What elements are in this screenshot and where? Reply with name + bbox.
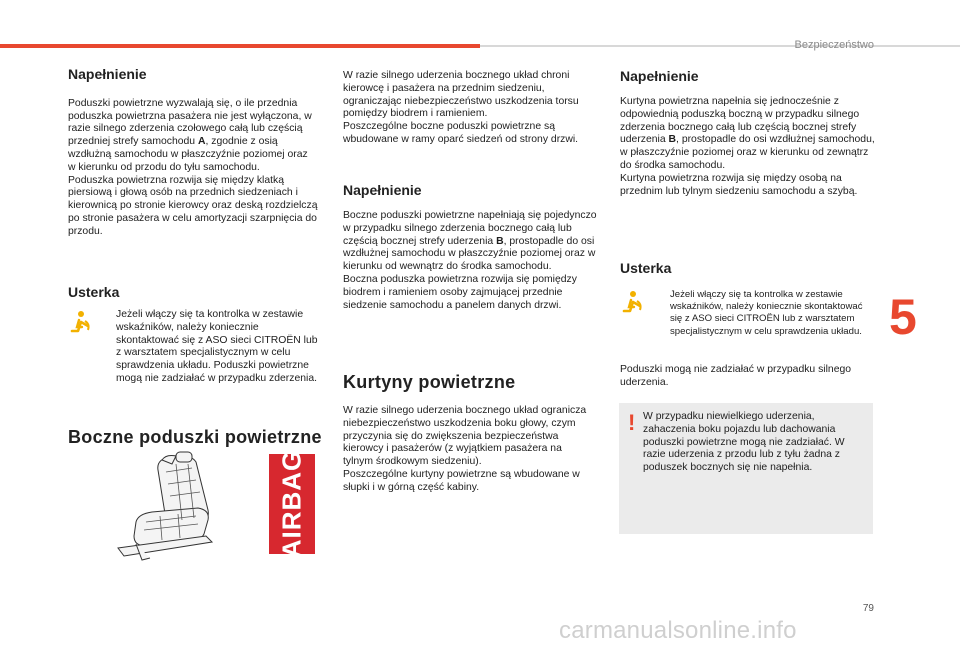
header-accent-bar bbox=[0, 44, 480, 48]
heading-usterka: Usterka bbox=[620, 260, 672, 276]
paragraph: Kurtyna powietrzna rozwija się między osobą na przednim lub tylnym siedzeniu samochodu a szybą. bbox=[620, 172, 858, 197]
heading-boczne: Boczne poduszki powietrzne bbox=[68, 427, 322, 447]
heading-napelnienie: Napełnienie bbox=[68, 66, 147, 82]
heading-napelnienie: Napełnienie bbox=[343, 182, 422, 198]
info-box-text bbox=[643, 411, 865, 475]
exclamation-icon: ! bbox=[628, 410, 636, 435]
warning-row bbox=[68, 309, 320, 386]
middle-column bbox=[343, 70, 601, 147]
airbag-warning-icon bbox=[68, 309, 98, 335]
paragraph: W razie silnego uderzenia bocznego układ ogranicza niebezpieczeństwo uszkodzenia boku głowy, czym przyczynia się do zwiększenia bezpieczeństwa kierowcy i pasażerów (z wyjątkiem pasażera na tylnym środkowym siedzeniu). bbox=[343, 405, 587, 468]
paragraph: Poduszka powietrzna rozwija się między klatką piersiową i głową osób na przednich siedzeniach i kierownicą po stronie kierowcy oraz deską rozdzielczą po stronie pasażera w celu amortyzacji szarpnięcia do przodu. bbox=[68, 174, 318, 237]
warning-text: Jeżeli włączy się ta kontrolka w zestawie wskaźników, należy koniecznie skontaktować się z ASO sieci CITROËN lub z warsztatem specjalistycznym w celu sprawdzenia układu. Poduszki powietrzne mogą nie zadziałać w przypadku zderzenia. bbox=[116, 309, 318, 384]
left-column bbox=[68, 68, 318, 239]
chapter-number: 5 bbox=[889, 289, 917, 345]
warning-text: Jeżeli włączy się ta kontrolka w zestawie wskaźników, należy koniecznie skontaktować się z ASO sieci CITROËN lub z warsztatem specjalistycznym w celu sprawdzenia układu. bbox=[670, 289, 863, 337]
paragraph: Poduszki powietrzne wyzwalają się, o ile przednia poduszka powietrzna pasażera nie jest wyłączona, w razie silnego zderzenia czołowego całą lub częścią przedniej strefy samochodu A, zgodnie z osią wzdłużną samochodu w płaszczyźnie poziomej oraz w kierunku od przodu do tyłu samochodu. bbox=[68, 97, 312, 173]
heading-usterka: Usterka bbox=[68, 284, 120, 300]
seat-illustration-icon bbox=[96, 450, 236, 570]
paragraph: Poszczególne boczne poduszki powietrzne są wbudowane w ramy oparć siedzeń od strony drzwi. bbox=[343, 121, 579, 145]
middle-kurtyny bbox=[343, 405, 593, 495]
warning-row bbox=[620, 289, 875, 338]
paragraph: Poszczególne kurtyny powietrzne są wbudowane w słupki i w górną część kabiny. bbox=[343, 468, 580, 493]
paragraph: Boczne poduszki powietrzne napełniają się pojedynczo w przypadku silnego zderzenia bocznego całą lub częścią bocznej strefy uderzenia B, prostopadle do osi wzdłużnej samochodu w płaszczyźnie poziomej oraz w kierunku od wewnątrz do środka samochodu. bbox=[343, 210, 597, 273]
header-divider bbox=[480, 45, 960, 47]
paragraph: W przypadku niewielkiego uderzenia, zahaczenia boku pojazdu lub dachowania poduszki powietrzne mogą nie zadziałać. W razie uderzenia z przodu lub z tyłu żadna z poduszek bocznych się nie napełnia. bbox=[643, 411, 845, 474]
paragraph: W razie silnego uderzenia bocznego układ chroni kierowcę i pasażera na przednim siedzeniu, ograniczając niebezpieczeństwo uszkodzenia torsu pomiędzy biodrem i ramieniem. bbox=[343, 70, 579, 120]
paragraph: Poduszki mogą nie zadziałać w przypadku silnego uderzenia. bbox=[620, 364, 852, 388]
heading-napelnienie: Napełnienie bbox=[620, 68, 699, 84]
section-title: Bezpieczeństwo bbox=[794, 39, 874, 51]
middle-napelnienie bbox=[343, 210, 601, 312]
page-number: 79 bbox=[862, 603, 874, 614]
right-note bbox=[620, 364, 870, 390]
airbag-label: AIRBAG bbox=[269, 454, 315, 554]
paragraph: Boczna poduszka powietrzna rozwija się pomiędzy biodrem i ramieniem osoby zajmującej przednie siedzenie samochodu a panelem danych drzwi. bbox=[343, 273, 577, 311]
heading-kurtyny: Kurtyny powietrzne bbox=[343, 372, 516, 392]
paragraph: Kurtyna powietrzna napełnia się jednocześnie z odpowiednią poduszką boczną w przypadku silnego zderzenia bocznego całą lub częścią bocznej strefy uderzenia B, prostopadle do osi wzdłużnej samochodu, w płaszczyźnie poziomej oraz w kierunku od zewnątrz do środka samochodu. bbox=[620, 96, 875, 171]
right-napelnienie bbox=[620, 96, 875, 198]
watermark: carmanualsonline.info bbox=[559, 617, 797, 644]
airbag-warning-icon bbox=[620, 289, 650, 315]
